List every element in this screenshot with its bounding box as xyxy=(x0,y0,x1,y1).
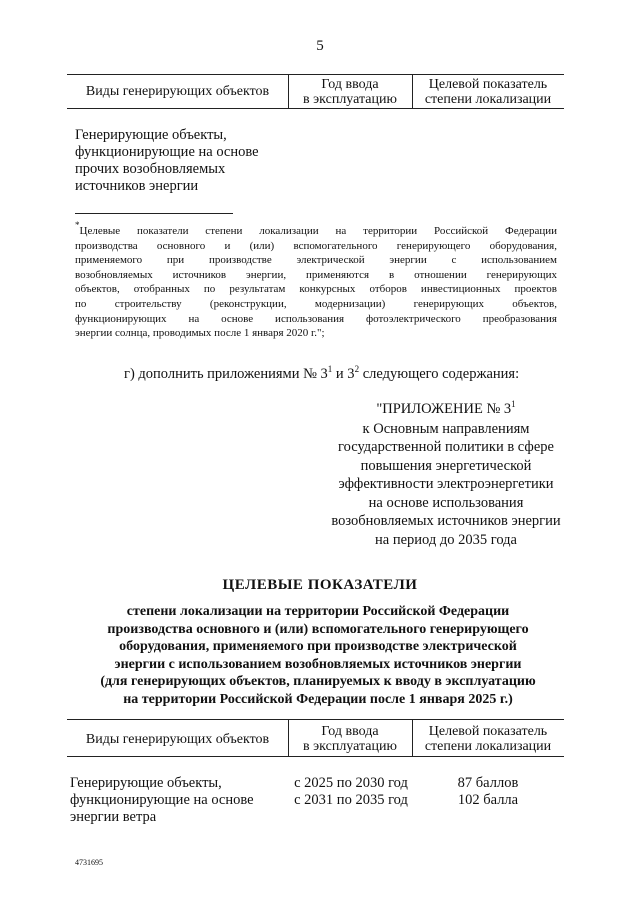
top-table-header-col1: Виды генерирующих объектов xyxy=(85,84,270,99)
amendment-line: г) дополнить приложениями № $3^1$ и $3^2$ следующего содержания: xyxy=(124,364,520,382)
document-subtitle: степени локализации на территории Российской Федерации производства основного и (или) вспомогательного генерирующего оборудования, применяемого при производстве электрической энергии с использованием возобновляемых источников энергии (для генерирующих объектов, планируемых к вводу в эксплуатацию на территории Российской Федерации после 1 января 2025 г.) xyxy=(100,604,536,707)
document-code: 4731695 xyxy=(75,858,103,867)
bottom-table-header-rule xyxy=(67,756,564,757)
footnote-marker: * xyxy=(75,220,80,230)
top-table-top-rule xyxy=(67,74,564,75)
bottom-table-header-col3: Целевой показатель степени локализации xyxy=(424,724,552,754)
footnote: *Целевые показатели степени локализации на территории Российской Федерации производства основного и (или) вспомогательного генерирующего оборудования, применяемого при производстве электрической энергии с использованием возобновляемых источников энергии, применяются в отношении генерирующих объектов, отобранных по результатам конкурсных отборов инвестиционных проектов по строительству (реконструкции, модернизации) генерирующих объектов, функционирующих на основе использования фотоэлектрического преобразования энергии солнца, проводимых после 1 января 2020 г."; xyxy=(75,220,557,340)
appendix-heading: "ПРИЛОЖЕНИЕ № $3^1$ к Основным направлениям государственной политики в сфере повышения энергетической эффективности электроэнергетики на основе использования возобновляемых источников энергии на период до 2035 года xyxy=(331,399,561,548)
bottom-table-top-rule xyxy=(67,719,564,720)
top-table-row-label: Генерирующие объекты, функционирующие на основе прочих возобновляемых источников энергии xyxy=(75,127,259,194)
top-table-header-col3: Целевой показатель степени локализации xyxy=(424,77,552,107)
bottom-table-header-col2: Год ввода в эксплуатацию xyxy=(303,724,397,754)
top-table-header-col2: Год ввода в эксплуатацию xyxy=(303,77,397,107)
bottom-table-scores: 87 баллов 102 балла xyxy=(457,775,519,808)
document-title: ЦЕЛЕВЫЕ ПОКАЗАТЕЛИ xyxy=(222,577,418,593)
bottom-table-header-col1: Виды генерирующих объектов xyxy=(85,732,270,747)
footnote-separator xyxy=(75,213,233,214)
top-table-header-rule xyxy=(67,108,564,109)
page-number: 5 xyxy=(316,38,324,54)
bottom-table-years: с 2025 по 2030 год с 2031 по 2035 год xyxy=(294,775,408,808)
bottom-table-row-label: Генерирующие объекты, функционирующие на основе энергии ветра xyxy=(70,775,254,825)
